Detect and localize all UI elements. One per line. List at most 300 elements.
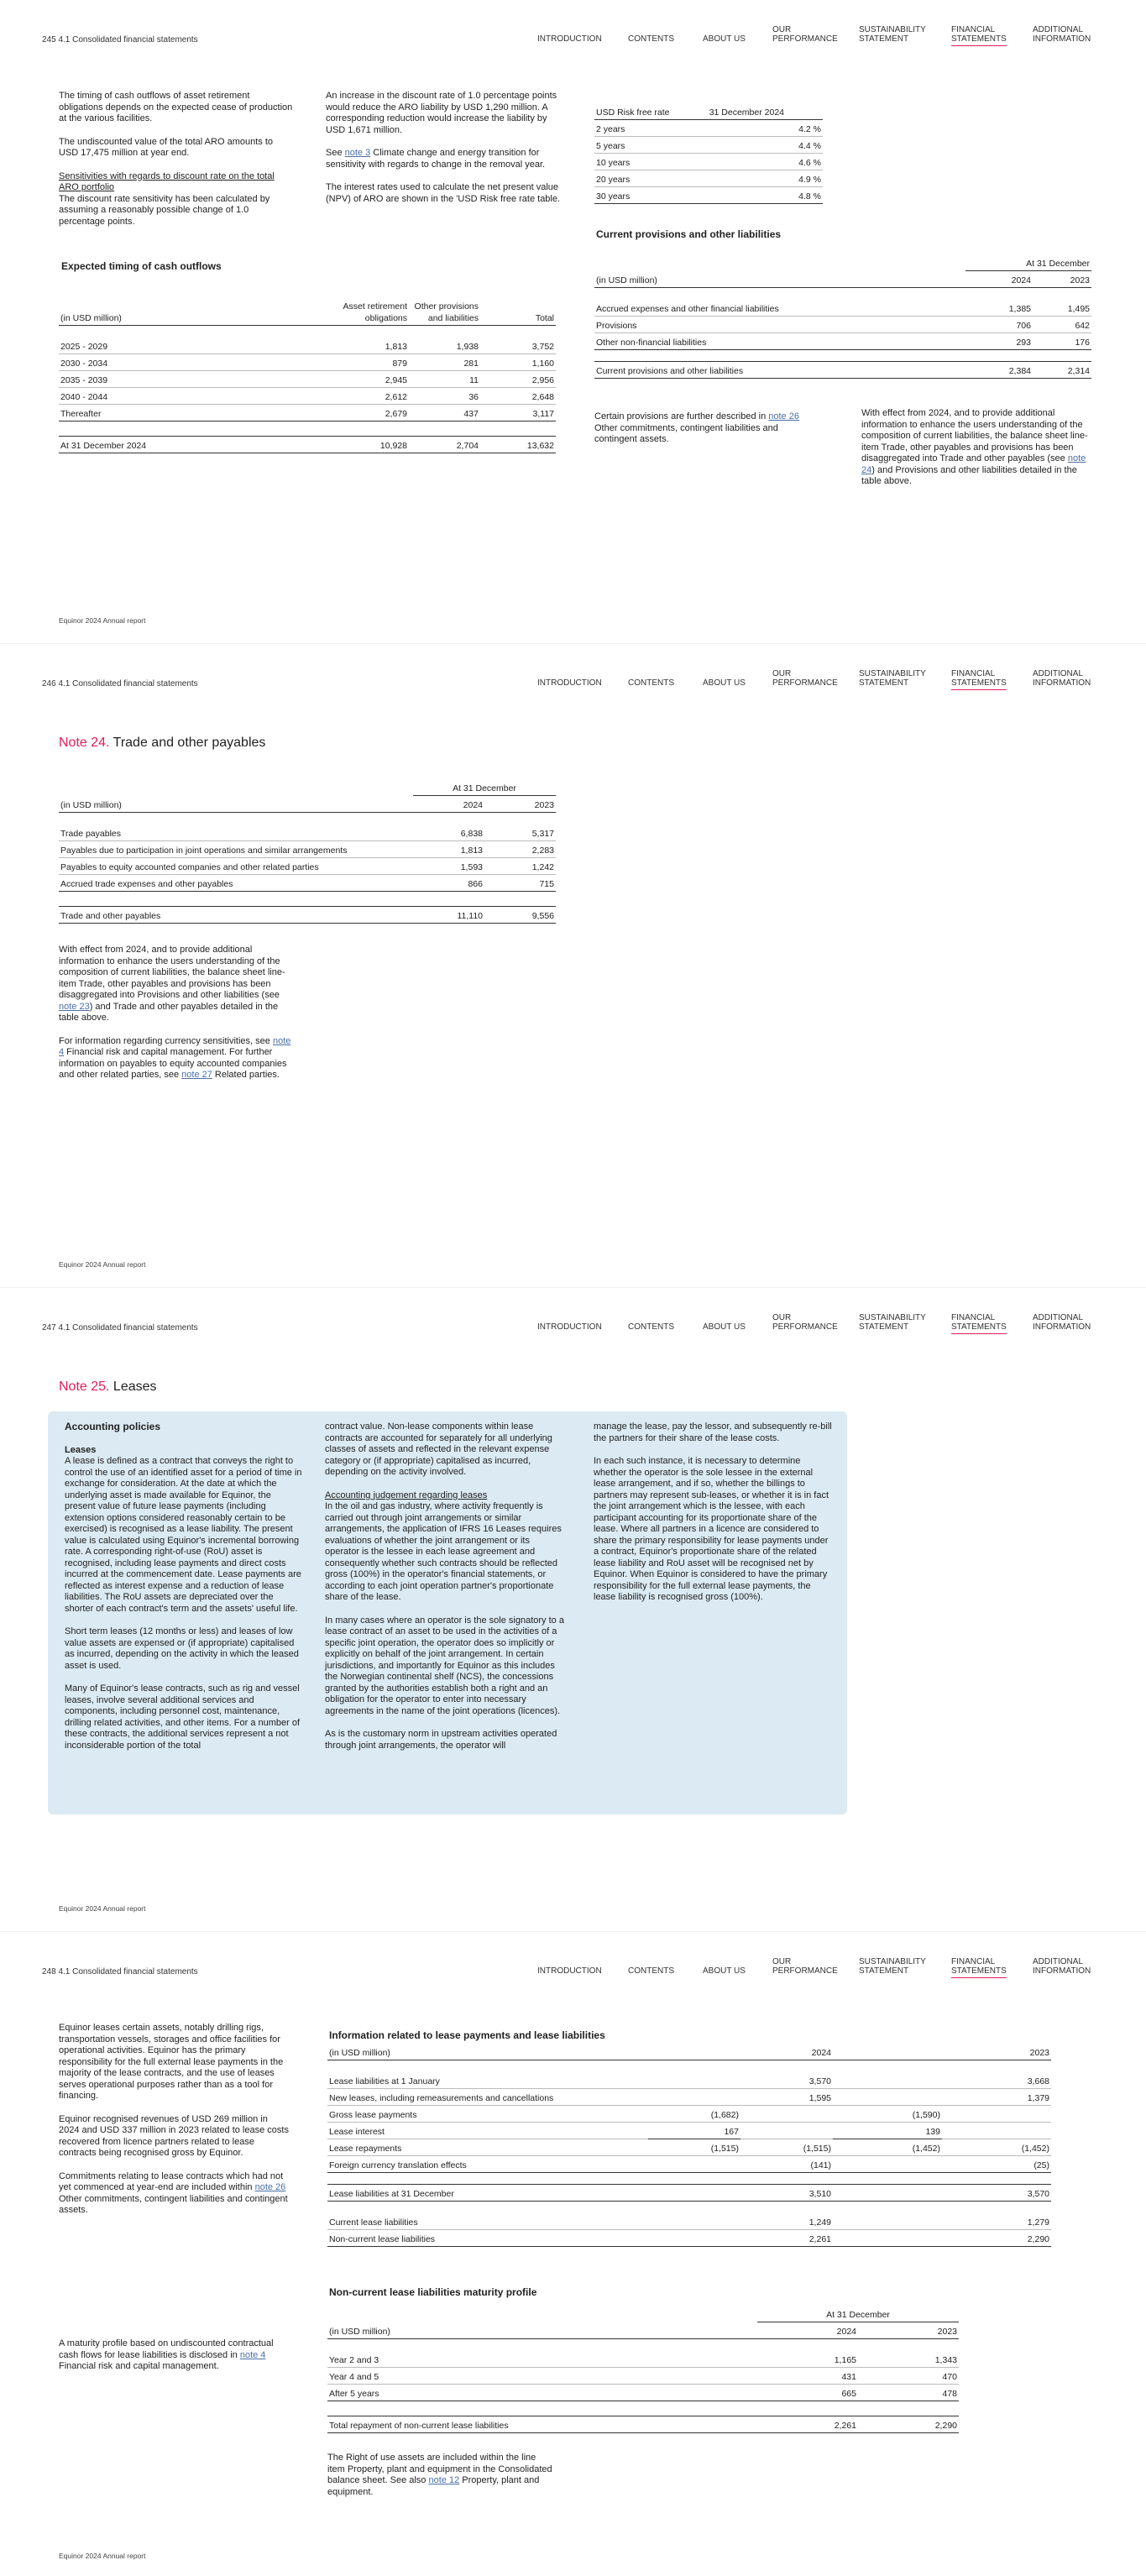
text: Commitments relating to lease contracts which had not yet commenced at year-end are included within [59,2170,284,2192]
cell: 706 [1016,320,1031,331]
cell: 2,384 [1008,365,1031,376]
page-248 [0,1932,1146,2576]
cell: 5,317 [531,828,554,839]
cell: 293 [1016,337,1031,348]
nav-label: STATEMENTS [951,34,1007,44]
paragraph: contract value. Non-lease components within lease contracts are accounted for separately for all underlying classes of assets and reflected in the relevant expense category or (if appropriate) capitalised as incurred, depending on the activity involved. [325,1422,552,1477]
page-title: 245 4.1 Consolidated financial statements [42,35,198,45]
cell: 9,556 [531,910,554,921]
cell: 1,595 [808,2092,831,2103]
nav-label: INFORMATION [1033,1966,1091,1976]
cell: 2,612 [385,391,407,402]
cell: 139 [833,2122,942,2139]
table-row [327,2071,1051,2088]
cell: 2,945 [385,374,407,385]
maturity-title: Non-current lease liabilities maturity profile [329,2286,537,2298]
provisions-note [594,411,804,446]
cell: Accrued expenses and other financial liabilities [596,303,779,314]
cell: 167 [648,2122,740,2139]
table-row [327,2229,1051,2246]
cell: 176 [1075,337,1090,348]
table-row [594,153,823,170]
nav-label: OUR [772,25,792,34]
note-23-link[interactable]: note 23 [59,1001,90,1012]
table-total-row [594,361,1091,378]
table-row [327,2384,959,2401]
cell: 1,160 [531,358,554,369]
nav-label: FINANCIAL [951,25,996,34]
text: Climate change and energy transition for sensitivity with regards to change in the removal year. [326,148,546,170]
text: ) and Provisions and other liabilities detailed in the table above. [861,464,1077,486]
text: ) and Trade and other payables detailed in the table above. [59,1001,279,1023]
nav-contents[interactable]: CONTENTS [628,678,674,688]
nav-label: FINANCIAL [951,669,996,678]
cell: 1,379 [1027,2092,1049,2103]
cell: 1,938 [456,341,479,352]
cash-outflows-table [59,298,556,453]
cell [942,2105,1051,2122]
nav-sustainability-statement[interactable] [859,1313,926,1332]
note-number: Note 24. [59,736,110,750]
cell: Lease liabilities at 31 December [329,2188,454,2199]
cell: 1,242 [531,861,554,872]
page-header [0,24,1146,54]
paragraph: The timing of cash outflows of asset retirement obligations depends on the expected cease of production at the various facilities. [59,91,293,123]
nav-sustainability-statement[interactable] [859,25,926,44]
cell: 1,385 [1008,303,1031,314]
cell: 4.2 % [798,123,821,134]
nav-contents[interactable]: CONTENTS [628,1322,674,1332]
cell: 1,813 [460,845,483,856]
rou-assets-note [327,2453,554,2498]
nav-additional-information[interactable] [1033,25,1091,44]
nav-additional-information[interactable] [1033,669,1091,688]
page-245 [0,0,1146,644]
note-4-link[interactable]: note 4 [59,1035,291,1057]
table-row [327,2122,1051,2139]
cell: 4.6 % [798,157,821,168]
cell: 470 [942,2371,957,2382]
table-row [594,186,823,203]
nav-label: STATEMENTS [951,678,1007,688]
table-row [594,299,1091,316]
nav-about-us[interactable]: ABOUT US [703,34,746,44]
cell: 2,283 [531,845,554,856]
cell: 1,593 [460,861,483,872]
cell: (1,515) [803,2143,831,2154]
cell: (1,590) [912,2109,940,2120]
cell: Lease liabilities at 1 January [329,2076,440,2086]
text: A maturity profile based on undiscounted contractual cash flows for lease liabilities is disclosed in [59,2338,274,2360]
subheading: Accounting judgement regarding leases [325,1490,488,1500]
cell: Payables to equity accounted companies and other related parties [60,861,319,872]
col-header: 2023 [1070,275,1090,285]
table-row [327,2212,1051,2229]
cell: Accrued trade expenses and other payables [60,878,233,889]
cell: 1,813 [385,341,407,352]
cell: Other non-financial liabilities [596,337,707,348]
payables-text [59,945,296,1081]
nav-introduction[interactable]: INTRODUCTION [537,34,602,44]
cell: Provisions [596,320,637,331]
nav-label: OUR [772,669,792,678]
leases-text [59,2023,290,2217]
provisions-table [594,254,1091,379]
cell: 4.8 % [798,191,821,202]
cell: Year 2 and 3 [329,2354,379,2365]
table-row [59,874,556,891]
cell: Total repayment of non-current lease liabilities [329,2420,509,2431]
cell: 36 [468,391,479,402]
note-title: Leases [109,1380,157,1394]
text: Other commitments, contingent liabilities and contingent assets. [59,2193,288,2215]
cell: Payables due to participation in joint operations and similar arrangements [60,845,348,856]
cell: 478 [942,2388,957,2399]
table-row [327,2155,1051,2172]
cell: 2035 - 2039 [60,374,108,385]
cell [648,2212,740,2229]
col-header: Asset retirement obligations [343,301,407,323]
text: Other commitments, contingent liabilities and contingent assets. [594,422,778,444]
cell: 1,165 [834,2354,856,2365]
nav-label: SUSTAINABILITY [859,25,926,34]
table-row [59,337,556,353]
nav-contents[interactable]: CONTENTS [628,34,674,44]
cell: Trade and other payables [60,910,161,921]
note-12-link[interactable]: note 12 [428,2475,460,2485]
nav-our-performance[interactable] [772,669,838,688]
nav-label: PERFORMANCE [772,1322,838,1332]
cell: Non-current lease liabilities [329,2233,436,2244]
cell: 20 years [596,174,631,185]
cell: 10 years [596,157,631,168]
paragraph [59,945,296,1024]
page-header [0,1312,1146,1342]
table-row [594,332,1091,349]
cell: 2 years [596,123,625,134]
nav-introduction[interactable]: INTRODUCTION [537,678,602,688]
disaggregation-note [861,408,1092,488]
policies-column-1 [65,1422,304,1751]
nav-additional-information[interactable] [1033,1313,1091,1332]
paragraph [59,1036,296,1081]
col-header: 2023 [1029,2047,1049,2058]
note-27-link[interactable]: note 27 [181,1070,212,1080]
policies-column-3 [594,1422,833,1604]
cell: 2040 - 2044 [60,391,108,402]
cell: (1,452) [1021,2143,1049,2154]
cell: 665 [841,2388,856,2399]
cell: 10,928 [379,440,407,451]
nav-our-performance[interactable] [772,1313,838,1332]
cell: 4.4 % [798,140,821,151]
cell: 2,648 [531,391,554,402]
cell: (1,452) [912,2143,940,2154]
nav-label: SUSTAINABILITY [859,1313,926,1322]
paragraph: An increase in the discount rate of 1.0 percentage points would reduce the ARO liability by USD 1,290 million. A corresponding reduction would increase the liability by USD 1,671 million. [326,91,557,135]
nav-label: PERFORMANCE [772,1966,838,1976]
col-header: 2024 [836,2326,856,2337]
unit-label: (in USD million) [596,275,657,285]
table-row [594,136,823,153]
cell: 11,110 [457,910,483,921]
table-total-row [327,2184,1051,2201]
aro-sensitivity-column [326,91,561,205]
page-footer: Equinor 2024 Annual report [59,2552,146,2560]
table-row [594,316,1091,332]
table-row [327,2105,1051,2122]
cell [833,2071,942,2088]
provisions-title: Current provisions and other liabilities [596,228,782,240]
cell: 715 [539,878,554,889]
nav-additional-information[interactable] [1033,1957,1091,1976]
table-row [594,119,823,136]
cell: Gross lease payments [329,2109,417,2120]
cell: After 5 years [329,2388,379,2399]
cell [648,2088,740,2105]
cell: 866 [468,878,483,889]
col-header: 2024 [811,2047,831,2058]
unit-label: (in USD million) [329,2047,390,2058]
cell: 11 [469,374,479,385]
col-header: USD Risk free rate [596,107,670,118]
nav-about-us[interactable]: ABOUT US [703,678,746,688]
nav-label: SUSTAINABILITY [859,669,926,678]
lease-payments-table [327,2043,1051,2247]
paragraph [326,148,561,170]
table-row [59,353,556,370]
text: Property, plant and equipment. [327,2475,540,2497]
cell: 3,510 [808,2188,831,2199]
cell: Thereafter [60,408,102,419]
cell: 6,838 [460,828,483,839]
cell: Year 4 and 5 [329,2371,379,2382]
table-row [59,370,556,387]
paragraph: In the oil and gas industry, where activity frequently is carried out through joint arrangements or similar arrangements, the application of IFRS 16 Leases requires evaluations of whether the joint arrangement or its operator is the lessee in each lease agreement and consequently whether such contracts should be reflected gross (100%) in the operator's financial statements, or according to each joint operation partner's proportionate share of the lease. [325,1501,562,1602]
note-26-link[interactable]: note 26 [254,2182,286,2192]
cell: 2030 - 2034 [60,358,108,369]
unit-label: (in USD million) [60,312,122,323]
cell [833,2088,942,2105]
cell [942,2122,1051,2139]
page-footer: Equinor 2024 Annual report [59,1260,146,1269]
paragraph: A lease is defined as a contract that conveys the right to control the use of an identified asset for a period of time in exchange for consideration. At the date at which the underlying asset is made available for Equinor, the present value of future lease payments (including extension options considered reasonably certain to be exercised) is recognised as a lease liability. The present value is calculated using Equinor's incremental borrowing rate. A corresponding right-of-use (RoU) asset is recognised, including lease payments and direct costs incurred at the commencement date. Lease payments are reflected as interest expense and a reduction of lease liabilities. The RoU assets are depreciated over the shorter of each contract's term and the assets' useful life. [65,1456,302,1614]
accounting-policies-box [48,1411,847,1814]
col-header: Total [535,312,554,323]
nav-financial-statements[interactable] [951,669,1007,690]
col-header: 31 December 2024 [709,107,784,118]
table-total-row [327,2416,959,2432]
risk-free-rate-table [594,102,823,204]
table-row [59,404,556,421]
nav-label: STATEMENTS [951,1322,1007,1332]
cell: 281 [463,358,479,369]
cell: Current lease liabilities [329,2217,418,2228]
page-246 [0,644,1146,1288]
note-3-link[interactable]: note 3 [344,148,371,158]
note-title: Trade and other payables [109,736,266,750]
cell: (25) [1033,2160,1049,2170]
cell: 1,495 [1067,303,1090,314]
cell: 3,570 [1027,2188,1049,2199]
nav-label: OUR [772,1957,792,1966]
nav-financial-statements[interactable] [951,25,1007,46]
nav-label: OUR [772,1313,792,1322]
period-label: At 31 December [413,778,556,795]
cell: 1,343 [934,2354,957,2365]
cell [833,2212,942,2229]
cell: 4.9 % [798,174,821,185]
nav-label: ADDITIONAL [1033,669,1084,678]
paragraph: The interest rates used to calculate the net present value (NPV) of ARO are shown in the 'USD Risk free rate table. [326,182,561,204]
col-header: 2023 [534,799,554,810]
subheading: Sensitivities with regards to discount rate on the total ARO portfolio [59,170,275,192]
unit-label: (in USD million) [329,2326,390,2337]
nav-label: STATEMENT [859,34,909,44]
nav-label: STATEMENT [859,1966,909,1976]
note-4-link[interactable]: note 4 [239,2349,266,2360]
table-row [59,387,556,404]
cell: 3,117 [532,408,554,419]
cell: 3,570 [808,2076,831,2086]
top-nav [537,24,1112,54]
cell: 5 years [596,140,625,151]
period-label: At 31 December [757,2305,959,2322]
table-row [59,824,556,840]
nav-about-us[interactable]: ABOUT US [703,1966,746,1976]
cell [740,2122,833,2139]
table-row [327,2350,959,2367]
top-nav [537,1312,1112,1342]
nav-introduction[interactable]: INTRODUCTION [537,1322,602,1332]
cell: 642 [1075,320,1090,331]
maturity-profile-table [327,2305,959,2433]
nav-financial-statements[interactable] [951,1957,1007,1978]
text: For information regarding currency sensitivities, see [59,1035,273,1046]
nav-label: INFORMATION [1033,678,1091,688]
table-row [327,2367,959,2384]
paragraph: In many cases where an operator is the sole signatory to a lease contract of an asset to be used in the activities of a specific joint operation, the operator does so implicitly or explicitly on behalf of the joint arrangement. In certain jurisdictions, and importantly for Equinor as this includes the Norwegian continental shelf (NCS), the concessions granted by the authorities establish both a right and an obligation for the operator to enter into necessary agreements in the name of the joint operations (licences). [325,1615,564,1716]
maturity-profile-note [59,2338,290,2373]
box-title: Accounting policies [65,1421,161,1432]
cell [833,2155,942,2172]
nav-label: STATEMENT [859,1322,909,1332]
page-title: 248 4.1 Consolidated financial statements [42,1967,198,1977]
cell: 30 years [596,191,631,202]
paragraph: As is the customary norm in upstream activities operated through joint arrangements, the operator will [325,1729,557,1751]
note-number: Note 25. [59,1380,110,1394]
cell: 2,261 [808,2233,831,2244]
nav-label: INFORMATION [1033,34,1091,44]
note-24-link[interactable]: note 24 [861,453,1086,475]
note-24-heading [59,735,265,752]
paragraph [59,2171,290,2217]
table-row [327,2139,1051,2155]
lease-info-title: Information related to lease payments and lease liabilities [329,2029,605,2041]
nav-sustainability-statement[interactable] [859,669,926,688]
cell: (1,515) [710,2143,739,2154]
nav-our-performance[interactable] [772,25,838,44]
table-total-row [59,906,556,923]
text: See [326,148,345,158]
note-26-link[interactable]: note 26 [768,411,799,421]
cell: 13,632 [526,440,554,451]
cell: At 31 December 2024 [60,440,147,451]
col-header: 2024 [1011,275,1031,285]
cell: Trade payables [60,828,121,839]
note-25-heading [59,1379,157,1396]
cell [648,2155,740,2172]
nav-introduction[interactable]: INTRODUCTION [537,1966,602,1976]
table-row [59,857,556,874]
nav-label: ADDITIONAL [1033,1313,1084,1322]
text: With effect from 2024, and to provide additional information to enhance the users understanding of the composition of current liabilities, the balance sheet line-item Trade, other payables and provisions has been disaggregated into Provisions and other liabilities (see [59,945,285,1000]
cell: 2,956 [531,374,554,385]
top-nav [537,668,1112,698]
cell: 437 [463,408,479,419]
table-row [327,2088,1051,2105]
cell: Current provisions and other liabilities [596,365,744,376]
cell: 2,290 [1027,2233,1049,2244]
nav-contents[interactable]: CONTENTS [628,1966,674,1976]
cell: New leases, including remeasurements and cancellations [329,2092,554,2103]
nav-label: INFORMATION [1033,1322,1091,1332]
top-nav [537,1956,1112,1986]
paragraph: manage the lease, pay the lessor, and subsequently re-bill the partners for their share of the lease costs. [594,1422,832,1443]
nav-our-performance[interactable] [772,1957,838,1976]
cell: 2025 - 2029 [60,341,108,352]
period-label: At 31 December [965,254,1091,270]
cell: 1,249 [808,2217,831,2228]
nav-about-us[interactable]: ABOUT US [703,1322,746,1332]
cell: 2,290 [934,2420,957,2431]
nav-financial-statements[interactable] [951,1313,1007,1334]
cell: Lease repayments [329,2143,402,2154]
cell [648,2071,740,2088]
page-footer: Equinor 2024 Annual report [59,1904,146,1913]
cell: 2,704 [456,440,479,451]
cell: 2,314 [1067,365,1090,376]
text: The Right of use assets are included within the line item Property, plant and equipment in the Consolidated balance sheet. See also [327,2453,552,2485]
text: Certain provisions are further described in [594,411,769,421]
col-header: Other provisions and liabilities [414,301,479,323]
cell [833,2184,942,2201]
col-header: 2023 [937,2326,957,2337]
unit-label: (in USD million) [60,799,122,810]
nav-label: ADDITIONAL [1033,25,1084,34]
cell: 3,668 [1027,2076,1049,2086]
cell [648,2184,740,2201]
paragraph: Short term leases (12 months or less) and leases of low value assets are expensed or (if appropriate) capitalised as incurred, depending on the activity in which the leased asset is used. [65,1626,299,1671]
paragraph: The undiscounted value of the total ARO amounts to USD 17,475 million at year end. [59,136,273,158]
cell [833,2229,942,2246]
cell: 2,261 [834,2420,856,2431]
cell: 3,752 [531,341,554,352]
cell: Lease interest [329,2126,385,2137]
cell: (1,682) [710,2109,739,2120]
text: Related parties. [212,1070,280,1080]
nav-label: FINANCIAL [951,1313,996,1322]
aro-text-column [59,91,294,228]
nav-label: PERFORMANCE [772,34,838,44]
cell: (141) [810,2160,831,2170]
nav-sustainability-statement[interactable] [859,1957,926,1976]
paragraph: Equinor recognised revenues of USD 269 million in 2024 and USD 337 million in 2023 related to lease costs recovered from licence partners related to lease contracts being recognised gross by Equinor. [59,2113,289,2158]
policies-column-2 [325,1422,564,1751]
nav-label: FINANCIAL [951,1957,996,1966]
nav-label: STATEMENT [859,678,909,688]
cell [740,2105,833,2122]
